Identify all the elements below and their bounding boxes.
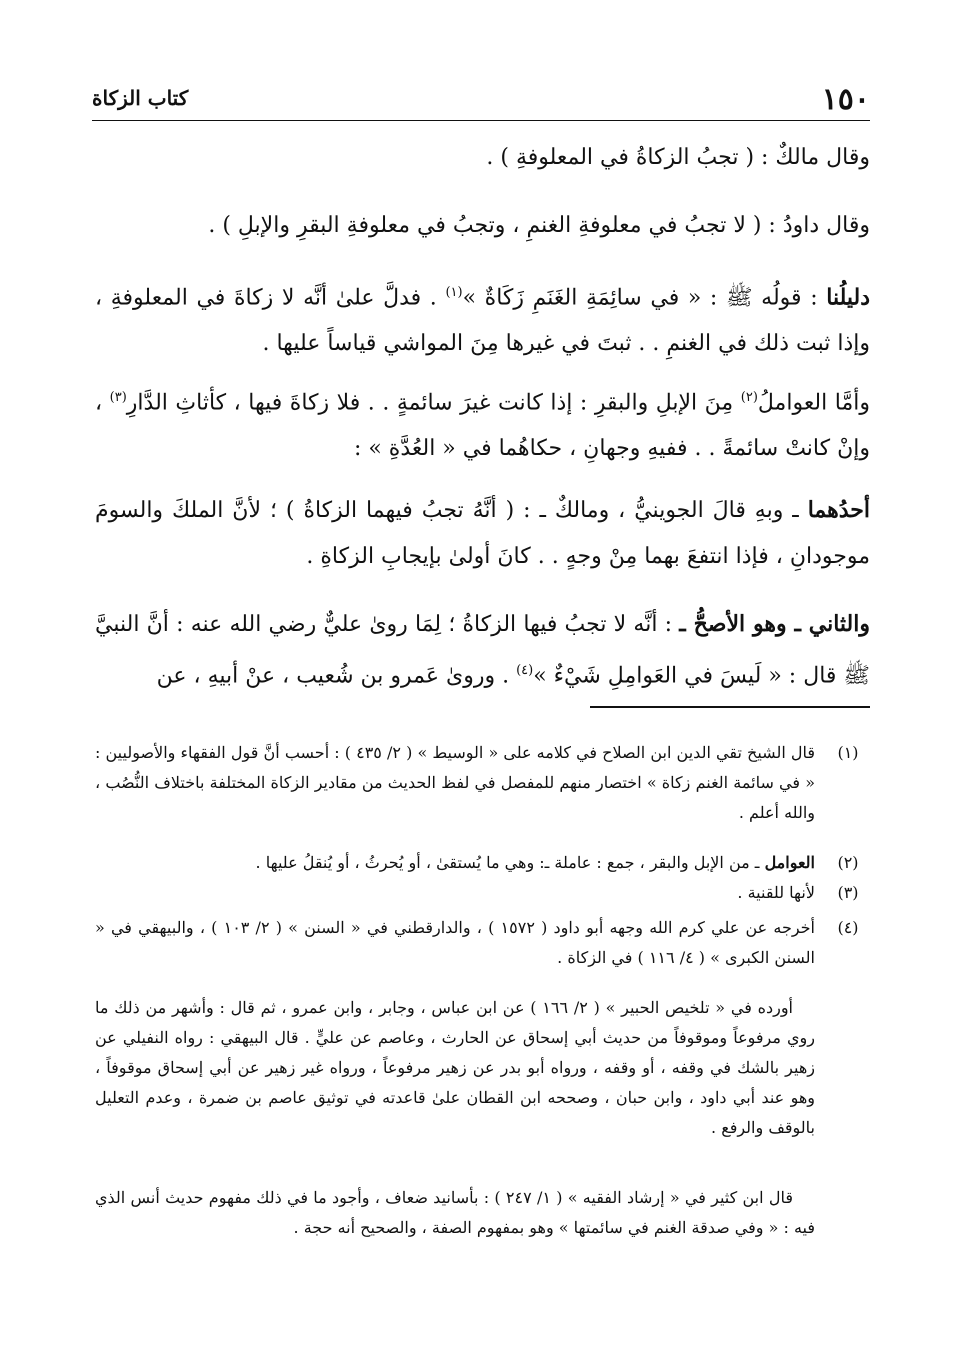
second-view-text-b: . وروىٰ عَمرو بن شُعيب ، عنْ أبيهِ ، عن xyxy=(156,663,510,689)
evidence-lead: دليلُنا xyxy=(826,284,871,311)
footnote-number: (٤) xyxy=(837,918,859,937)
footnote-4-continuation-1: أورده في « تلخيص الحبير » ( ٢/ ١٦٦ ) عن ابن عباس ، وجابر ، وابن عمرو ، ثم قال : وأشهر من ذلك ما روي مرفوعاً وموقوفاً من حديث أبي إسحاق عن الحارث ، وعاصم عن عليٍّ . قال البيهقي : رواه النفيلي عن زهير بالشك في وقفه ، أو وقفه ، ورواه أبو بدر عن زهير مرفوعاً ، ورواه غير زهير عن أبي إسحاق موقوفاً ، وهو عند أبي داود ، وابن حبان ، وصححه ابن القطان علىٰ قاعدته في توثيق عاصم بن ضمرة ، وعدم التعليل بالوقف والرفع . xyxy=(95,998,815,1137)
working-animals-text-b: مِنَ الإبلِ والبقرِ : إذا كانت غيرَ سائمةٍ . . فلا زكاةَ فيها ، كأثاثِ الدَّارِ xyxy=(126,390,734,416)
working-animals-text-a: وأمَّا العواملُ xyxy=(757,390,870,416)
footnote-text: قال الشيخ تقي الدين ابن الصلاح في كلامه على « الوسيط » ( ٢/ ٤٣٥ ) : أحسب أنَّ قول الفقهاء والأصوليين : « في سائمة الغنم زكاة » اختصار منهم للمفصل في لفظ الحديث من مقادير الزكاة المختلفة باختلاف النُّصُب ، والله أعلم . xyxy=(95,743,816,822)
footnote-number: (١) xyxy=(837,743,859,762)
evidence-text-b: . فدلَّ علىٰ أنَّه لا زكاةَ في المعلوفةِ ، وإذا ثبت ذلك في الغنمِ . . ثبتَ في غيرها مِنَ المواشي قياساً عليها . xyxy=(95,285,870,357)
footnote-text: أخرجه عن علي كرم الله وجهه أبو داود ( ١٥٧٢ ) ، والدارقطني في « السنن » ( ٢/ ١٠٣ ) ، والبيهقي في « السنن الكبرى » ( ٤/ ١١٦ ) في الزكاة . xyxy=(95,918,816,967)
footnote-number: (٣) xyxy=(837,883,859,902)
footnote-divider xyxy=(590,706,870,708)
footnote-text xyxy=(95,848,815,878)
footnote-ref-3[interactable]: (٣) xyxy=(109,390,127,405)
footnote-ref-1[interactable]: (١) xyxy=(445,285,463,300)
paragraph-malik: وقال مالكٌ : ( تجبُ الزكاةُ في المعلوفةِ ) . xyxy=(486,145,870,170)
footnote-lead: العوامل xyxy=(764,853,815,872)
working-animals-text-c: ، وإنْ كانتْ سائمةً . . ففيهِ وجهانِ ، حكاهُما في « العُدَّةِ » : xyxy=(95,390,870,462)
footnote-4-continuation-2: قال ابن كثير في « إرشاد الفقيه » ( ١/ ٢٤٧ ) : بأسانيد ضعاف ، وأجود ما في ذلك مفهوم حديث أنس الذي فيه : « وفي صدقة الغنم في سائمتها » وهو بمفهوم الصفة ، والصحيح أنه حجة . xyxy=(95,1188,815,1237)
paragraph-second-view xyxy=(95,601,870,699)
second-view-text-a: : أنَّه لا تجبُ فيها الزكاةُ ؛ لِمَا روىٰ عليٌّ رضي الله عنه : أنَّ النبيَّ ﷺ قال : « لَيسَ في العَوامِلِ شَيْءٌ » xyxy=(95,612,870,689)
footnote-number: (٢) xyxy=(837,853,859,872)
page-header xyxy=(92,80,870,121)
footnote-ref-4[interactable]: (٤) xyxy=(516,663,534,678)
paragraph-working-animals xyxy=(95,375,870,472)
footnote-text: لأنها للقنية . xyxy=(737,883,815,902)
first-view-text: ـ وبهِ قالَ الجوينيُّ ، ومالكٌ ـ : ( أنَّهُ تجبُ فيهما الزكاةُ ) ؛ لأنَّ الملكَ والسومَ موجودانِ ، فإذا انتفعَ بهما مِنْ وجهٍ . . كانَ أولىٰ بإيجابِ الزكاةِ . xyxy=(95,498,870,569)
footnote-2 xyxy=(95,848,870,878)
evidence-text-a: : قولُه ﷺ : « في سائِمَةِ الغَنَمِ زَكَاةٌ » xyxy=(462,285,818,311)
paragraph-evidence xyxy=(95,270,870,367)
page-number: ١٥٠ xyxy=(821,82,870,117)
footnote-3 xyxy=(95,878,870,908)
footnote-ref-2[interactable]: (٢) xyxy=(740,390,758,405)
first-view-lead: أحدُهما xyxy=(807,497,870,523)
paragraph-dawud: وقال داودُ : ( لا تجبُ في معلوفةِ الغنمِ ، وتجبُ في معلوفةِ البقرِ والإبلِ ) . xyxy=(208,213,870,238)
footnote-body: ـ من الإبل والبقر ، جمع : عاملة ـ: وهي ما يُستقىٰ ، أو يُحرثُ ، أو يُنقلُ عليها . xyxy=(255,853,760,872)
footnote-4 xyxy=(95,913,870,973)
footnote-1 xyxy=(95,738,870,828)
running-title: كتاب الزكاة xyxy=(92,86,189,110)
paragraph-first-view xyxy=(95,487,870,580)
second-view-lead: والثاني ـ وهو الأصحُّ ـ xyxy=(679,611,870,637)
